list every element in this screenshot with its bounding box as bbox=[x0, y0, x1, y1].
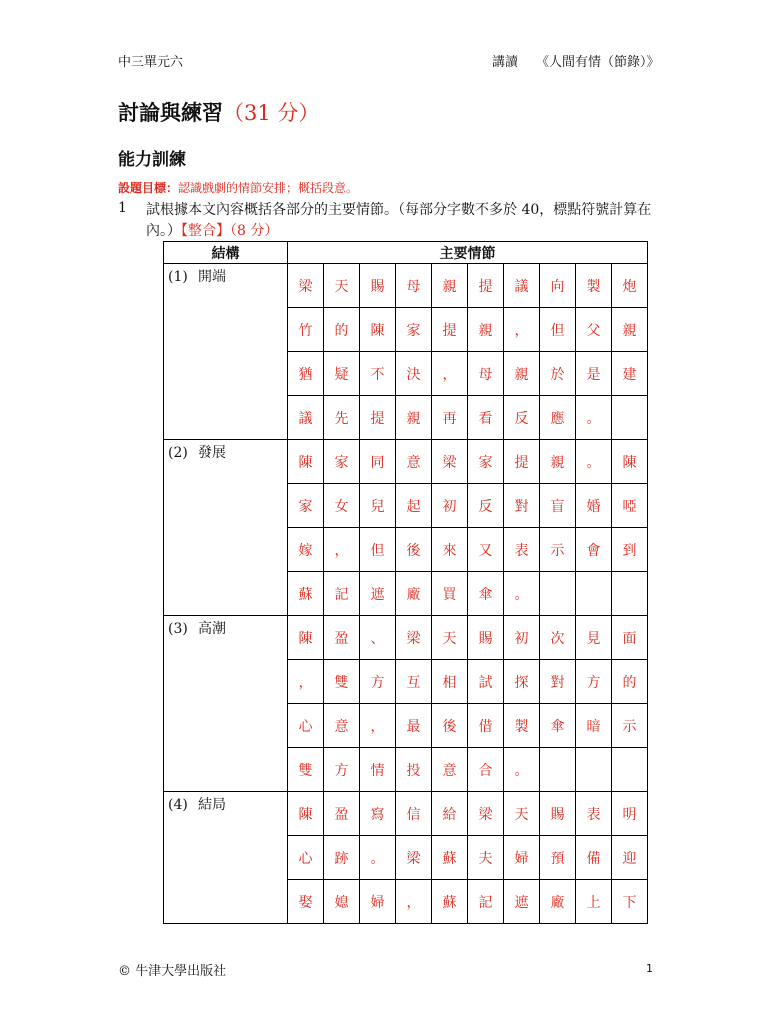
grid-cell: 啞 bbox=[612, 484, 648, 528]
grid-cell: 母 bbox=[468, 352, 504, 396]
grid-cell: 探 bbox=[504, 660, 540, 704]
grid-cell: 起 bbox=[396, 484, 432, 528]
grid-cell: 。 bbox=[576, 396, 612, 440]
grid-cell: 意 bbox=[396, 440, 432, 484]
grid-cell: 家 bbox=[324, 440, 360, 484]
header-plot: 主要情節 bbox=[288, 242, 648, 264]
section-name: 結局 bbox=[198, 797, 226, 813]
section-name: 開端 bbox=[198, 269, 226, 285]
grid-cell: 廠 bbox=[540, 880, 576, 924]
grid-cell: 盈 bbox=[324, 792, 360, 836]
grid-cell: 初 bbox=[432, 484, 468, 528]
grid-cell bbox=[576, 748, 612, 792]
grid-cell: 心 bbox=[288, 836, 324, 880]
grid-cell: 但 bbox=[360, 528, 396, 572]
grid-cell: 初 bbox=[504, 616, 540, 660]
grid-cell: 梁 bbox=[468, 792, 504, 836]
grid-cell: 家 bbox=[396, 308, 432, 352]
grid-cell: 建 bbox=[612, 352, 648, 396]
grid-cell: 提 bbox=[504, 440, 540, 484]
grid-cell: 陳 bbox=[288, 440, 324, 484]
section-name: 高潮 bbox=[198, 621, 226, 637]
section-label bbox=[164, 792, 288, 924]
grid-cell: 傘 bbox=[540, 704, 576, 748]
grid-cell: 提 bbox=[432, 308, 468, 352]
grid-cell: 天 bbox=[324, 264, 360, 308]
grid-cell: 方 bbox=[360, 660, 396, 704]
grid-cell: 娶 bbox=[288, 880, 324, 924]
grid-cell: 天 bbox=[432, 616, 468, 660]
grid-cell: 陳 bbox=[360, 308, 396, 352]
page-title-score: （31 分） bbox=[223, 101, 320, 125]
grid-cell: 親 bbox=[540, 440, 576, 484]
grid-cell: 先 bbox=[324, 396, 360, 440]
grid-cell: 再 bbox=[432, 396, 468, 440]
grid-cell: 雙 bbox=[324, 660, 360, 704]
grid-cell: 又 bbox=[468, 528, 504, 572]
grid-cell: 下 bbox=[612, 880, 648, 924]
grid-cell: 猶 bbox=[288, 352, 324, 396]
grid-cell: 寫 bbox=[360, 792, 396, 836]
grid-cell: 備 bbox=[576, 836, 612, 880]
grid-cell: 盈 bbox=[324, 616, 360, 660]
grid-cell bbox=[612, 396, 648, 440]
grid-cell: 盲 bbox=[540, 484, 576, 528]
grid-cell: 媳 bbox=[324, 880, 360, 924]
grid-cell: 遮 bbox=[360, 572, 396, 616]
grid-cell: 議 bbox=[288, 396, 324, 440]
grid-cell: 雙 bbox=[288, 748, 324, 792]
grid-cell: 信 bbox=[396, 792, 432, 836]
section-number: (3) bbox=[168, 621, 188, 637]
grid-cell: 相 bbox=[432, 660, 468, 704]
table-row bbox=[164, 264, 648, 308]
grid-cell: 的 bbox=[612, 660, 648, 704]
grid-cell: ， bbox=[324, 528, 360, 572]
grid-cell: 親 bbox=[396, 396, 432, 440]
section-number: (1) bbox=[168, 269, 188, 285]
grid-cell: 梁 bbox=[288, 264, 324, 308]
grid-cell: 面 bbox=[612, 616, 648, 660]
header-structure: 結構 bbox=[164, 242, 288, 264]
grid-cell: 對 bbox=[540, 660, 576, 704]
question-tag: 【整合】 bbox=[181, 223, 230, 239]
grid-cell: 決 bbox=[396, 352, 432, 396]
grid-cell: 家 bbox=[468, 440, 504, 484]
question-number: 1 bbox=[118, 200, 127, 216]
objective bbox=[118, 179, 358, 196]
grid-cell: 。 bbox=[576, 440, 612, 484]
section-label bbox=[164, 264, 288, 440]
grid-cell bbox=[612, 748, 648, 792]
section-label bbox=[164, 440, 288, 616]
grid-cell: 議 bbox=[504, 264, 540, 308]
grid-cell bbox=[612, 572, 648, 616]
grid-cell: 母 bbox=[396, 264, 432, 308]
grid-cell: 後 bbox=[432, 704, 468, 748]
grid-cell: 表 bbox=[576, 792, 612, 836]
grid-cell: 方 bbox=[324, 748, 360, 792]
grid-cell: 廠 bbox=[396, 572, 432, 616]
grid-cell: 兒 bbox=[360, 484, 396, 528]
grid-cell: 製 bbox=[504, 704, 540, 748]
table-row bbox=[164, 440, 648, 484]
grid-cell: 親 bbox=[432, 264, 468, 308]
header-lesson-title: 《人間有情（節錄）》 bbox=[536, 55, 660, 70]
grid-cell: 、 bbox=[360, 616, 396, 660]
grid-cell: 應 bbox=[540, 396, 576, 440]
grid-cell bbox=[540, 748, 576, 792]
grid-cell: 投 bbox=[396, 748, 432, 792]
grid-cell: 試 bbox=[468, 660, 504, 704]
grid-cell: 疑 bbox=[324, 352, 360, 396]
grid-cell: 梁 bbox=[432, 440, 468, 484]
grid-cell: 情 bbox=[360, 748, 396, 792]
grid-cell: 提 bbox=[468, 264, 504, 308]
grid-cell: 父 bbox=[576, 308, 612, 352]
grid-cell: 婦 bbox=[360, 880, 396, 924]
grid-cell: 。 bbox=[504, 748, 540, 792]
grid-cell: 到 bbox=[612, 528, 648, 572]
grid-cell: 看 bbox=[468, 396, 504, 440]
grid-cell: 表 bbox=[504, 528, 540, 572]
grid-cell bbox=[576, 572, 612, 616]
grid-cell: 意 bbox=[432, 748, 468, 792]
grid-cell: ， bbox=[396, 880, 432, 924]
grid-cell: 陳 bbox=[612, 440, 648, 484]
grid-cell: 同 bbox=[360, 440, 396, 484]
grid-cell: 親 bbox=[468, 308, 504, 352]
grid-cell: 是 bbox=[576, 352, 612, 396]
answer-table-header bbox=[164, 242, 648, 264]
header-lesson bbox=[492, 51, 660, 70]
header-lesson-label: 講讀 bbox=[492, 55, 519, 70]
grid-cell: 示 bbox=[540, 528, 576, 572]
section-label bbox=[164, 616, 288, 792]
grid-cell: 跡 bbox=[324, 836, 360, 880]
grid-cell: 親 bbox=[612, 308, 648, 352]
grid-cell: 給 bbox=[432, 792, 468, 836]
grid-cell: 賜 bbox=[360, 264, 396, 308]
table-row bbox=[164, 616, 648, 660]
grid-cell: ， bbox=[360, 704, 396, 748]
grid-cell: 天 bbox=[504, 792, 540, 836]
grid-cell: 於 bbox=[540, 352, 576, 396]
grid-cell: 婦 bbox=[504, 836, 540, 880]
grid-cell: 梁 bbox=[396, 616, 432, 660]
section-number: (2) bbox=[168, 445, 188, 461]
grid-cell: 家 bbox=[288, 484, 324, 528]
grid-cell bbox=[540, 572, 576, 616]
answer-table bbox=[163, 241, 648, 924]
grid-cell: 方 bbox=[576, 660, 612, 704]
grid-cell: 竹 bbox=[288, 308, 324, 352]
page-title-text: 討論與練習 bbox=[118, 100, 223, 125]
grid-cell: 記 bbox=[468, 880, 504, 924]
grid-cell: 的 bbox=[324, 308, 360, 352]
grid-cell: 陳 bbox=[288, 616, 324, 660]
grid-cell: 但 bbox=[540, 308, 576, 352]
grid-cell: 反 bbox=[504, 396, 540, 440]
grid-cell: 買 bbox=[432, 572, 468, 616]
grid-cell: 親 bbox=[504, 352, 540, 396]
section-name: 發展 bbox=[198, 445, 226, 461]
objective-text: 認識戲劇的情節安排；概括段意。 bbox=[178, 181, 359, 195]
grid-cell: 會 bbox=[576, 528, 612, 572]
section-subtitle: 能力訓練 bbox=[118, 150, 186, 170]
grid-cell: 夫 bbox=[468, 836, 504, 880]
objective-label: 設題目標： bbox=[118, 181, 179, 195]
grid-cell: 向 bbox=[540, 264, 576, 308]
grid-cell: 女 bbox=[324, 484, 360, 528]
grid-cell: 來 bbox=[432, 528, 468, 572]
grid-cell: 心 bbox=[288, 704, 324, 748]
grid-cell: 互 bbox=[396, 660, 432, 704]
grid-cell: 後 bbox=[396, 528, 432, 572]
grid-cell: 陳 bbox=[288, 792, 324, 836]
grid-cell: 上 bbox=[576, 880, 612, 924]
grid-cell: 蘇 bbox=[432, 880, 468, 924]
grid-cell: 對 bbox=[504, 484, 540, 528]
footer-publisher: © 牛津大學出版社 bbox=[118, 964, 227, 979]
grid-cell: 梁 bbox=[396, 836, 432, 880]
grid-cell: 明 bbox=[612, 792, 648, 836]
grid-cell: 見 bbox=[576, 616, 612, 660]
header-unit: 中三單元六 bbox=[118, 55, 184, 70]
grid-cell: ， bbox=[432, 352, 468, 396]
table-row bbox=[164, 792, 648, 836]
grid-cell: ， bbox=[288, 660, 324, 704]
grid-cell: 意 bbox=[324, 704, 360, 748]
page-title bbox=[118, 97, 319, 127]
grid-cell: 婚 bbox=[576, 484, 612, 528]
grid-cell: 示 bbox=[612, 704, 648, 748]
grid-cell: 迎 bbox=[612, 836, 648, 880]
grid-cell: 次 bbox=[540, 616, 576, 660]
grid-cell: 記 bbox=[324, 572, 360, 616]
grid-cell: 炮 bbox=[612, 264, 648, 308]
grid-cell: 蘇 bbox=[432, 836, 468, 880]
grid-cell: 傘 bbox=[468, 572, 504, 616]
grid-cell: 賜 bbox=[468, 616, 504, 660]
grid-cell: 。 bbox=[360, 836, 396, 880]
grid-cell: 合 bbox=[468, 748, 504, 792]
grid-cell: 遮 bbox=[504, 880, 540, 924]
grid-cell: 暗 bbox=[576, 704, 612, 748]
grid-cell: 。 bbox=[504, 572, 540, 616]
grid-cell: 蘇 bbox=[288, 572, 324, 616]
grid-cell: 製 bbox=[576, 264, 612, 308]
grid-cell: 提 bbox=[360, 396, 396, 440]
grid-cell: 預 bbox=[540, 836, 576, 880]
question-text bbox=[146, 200, 656, 242]
grid-cell: ， bbox=[504, 308, 540, 352]
grid-cell: 反 bbox=[468, 484, 504, 528]
grid-cell: 最 bbox=[396, 704, 432, 748]
footer-page-number: 1 bbox=[646, 962, 653, 975]
grid-cell: 借 bbox=[468, 704, 504, 748]
grid-cell: 賜 bbox=[540, 792, 576, 836]
question-score: （8 分） bbox=[230, 223, 279, 239]
grid-cell: 不 bbox=[360, 352, 396, 396]
grid-cell: 嫁 bbox=[288, 528, 324, 572]
question-body: 試根據本文內容概括各部分的主要情節。（每部分字數不多於 40，標點符號計算在內。） bbox=[146, 202, 652, 239]
section-number: (4) bbox=[168, 797, 188, 813]
